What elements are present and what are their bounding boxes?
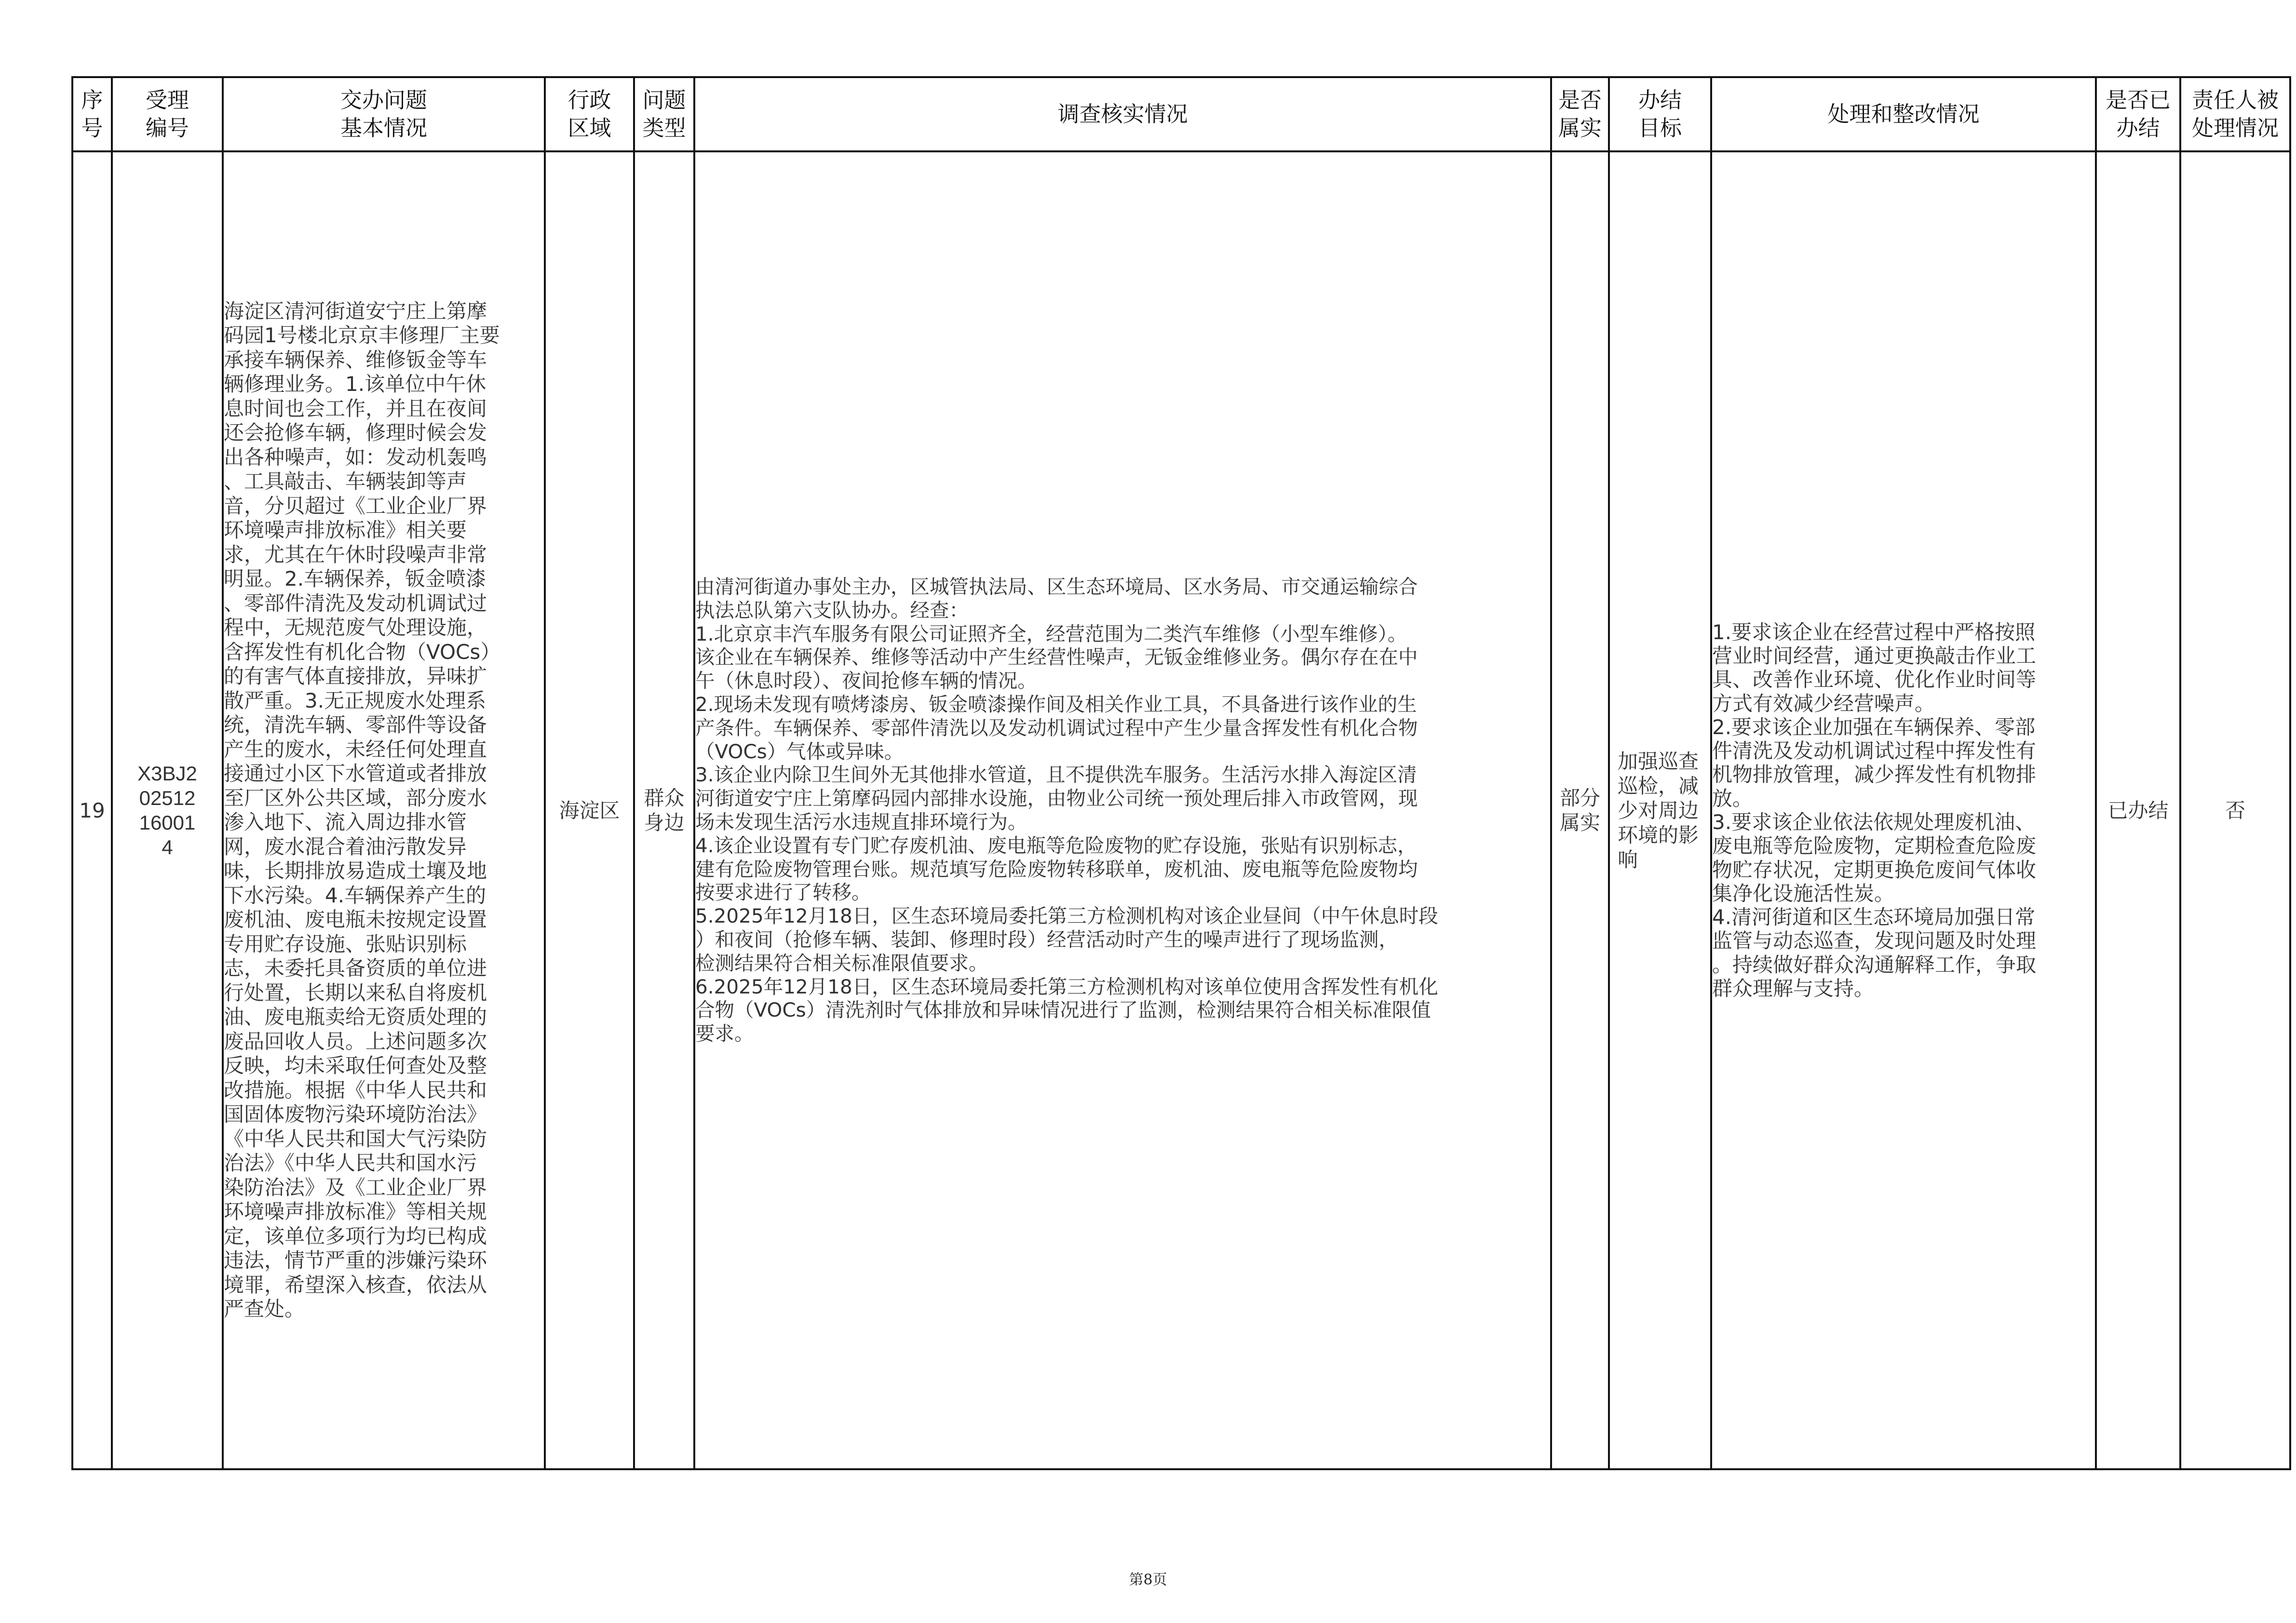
text-line: 6.2025年12月18日，区生态环境局委托第三方检测机构对该单位使用含挥发性有机化 [695, 975, 1438, 998]
text-line: 是否已 [2105, 87, 2171, 113]
text-line: 2.现场未发现有喷烤漆房、钣金喷漆操作间及相关作业工具，不具备进行该作业的生 [695, 693, 1417, 716]
text-line: 产条件。车辆保养、零部件清洗以及发动机调试过程中产生少量含挥发性有机化合物 [695, 716, 1418, 739]
text-line: 营业时间经营，通过更换敲击作业工 [1712, 644, 2037, 668]
text-line: 违法，情节严重的涉嫌污染环 [224, 1248, 487, 1272]
text-line: 音，分贝超过《工业企业厂界 [224, 494, 487, 518]
text-line: 是否 [1558, 87, 1602, 113]
text-line: 废品回收人员。上述问题多次 [224, 1029, 487, 1053]
text-line: 集净化设施活性炭。 [1712, 881, 1895, 905]
text-line: ）和夜间（抢修车辆、装卸、修理时段）经营活动时产生的噪声进行了现场监测， [695, 927, 1398, 951]
text-line: 、工具敲击、车辆装卸等声 [224, 469, 467, 493]
cell-issue [223, 151, 545, 1469]
text-line: 环境噪声排放标准》等相关规 [224, 1200, 487, 1223]
text-line: 反映，均未采取任何查处及整 [224, 1054, 487, 1077]
text-line: 群众 [644, 786, 685, 810]
text-line: 机物排放管理，减少挥发性有机物排 [1712, 763, 2037, 787]
text-line: 方式有效减少经营噪声。 [1712, 691, 1935, 715]
text-line: 办结 [2116, 115, 2160, 141]
cell-issue-type [634, 151, 694, 1469]
text-line: 要求。 [695, 1022, 754, 1046]
text-line: 接通过小区下水管道或者排放 [224, 762, 487, 785]
text-line: 息时间也会工作，并且在夜间 [224, 396, 487, 420]
text-line: 基本情况 [340, 115, 427, 141]
text-line: 编号 [145, 115, 189, 141]
text-line: 1.北京京丰汽车服务有限公司证照齐全，经营范围为二类汽车维修（小型车维修）。 [695, 622, 1407, 645]
cell-acceptance-id [112, 151, 223, 1469]
text-line: 责任人被 [2191, 87, 2279, 113]
text-line: 受理 [145, 87, 189, 113]
text-line: 网，废水混合着油污散发异 [224, 834, 467, 858]
cell-accountability: 否 [2180, 151, 2290, 1469]
text-line: 响 [1618, 847, 1638, 872]
text-line: 问题 [642, 87, 686, 113]
header-seq [72, 77, 112, 151]
text-line: 治法》《中华人民共和国水污 [224, 1151, 477, 1175]
header-issue-type [634, 77, 694, 151]
text-line: 办结 [1638, 87, 1682, 113]
cell-investigation [694, 151, 1551, 1469]
text-line: 。持续做好群众沟通解释工作，争取 [1712, 952, 2037, 977]
cell-verified [1551, 151, 1609, 1469]
text-line: 建有危险废物管理台账。规范填写危险废物转移联单，废机油、废电瓶等危险废物均 [695, 857, 1418, 881]
text-line: 下水污染。4.车辆保养产生的 [224, 883, 486, 907]
text-line: 件清洗及发动机调试过程中挥发性有 [1712, 739, 2037, 763]
text-line: 明显。2.车辆保养，钣金喷漆 [224, 567, 486, 590]
text-line: 行处置，长期以来私自将废机 [224, 980, 487, 1005]
text-line: 2.要求该企业加强在车辆保养、零部 [1712, 715, 2036, 739]
header-acceptance-id [112, 77, 223, 151]
text-line: 按要求进行了转移。 [695, 881, 871, 904]
header-closed [2096, 77, 2180, 151]
text-line: 河街道安宁庄上第摩码园内部排水设施，由物业公司统一预处理后排入市政管网，现 [695, 787, 1418, 810]
text-line: 由清河街道办事处主办，区城管执法局、区生态环境局、区水务局、市交通运输综合 [695, 575, 1418, 599]
text-line: 志，未委托具备资质的单位进 [224, 956, 487, 980]
header-accountability [2180, 77, 2290, 151]
text-line: 部分 [1559, 786, 1600, 810]
text-line: 物贮存状况，定期更换危废间气体收 [1712, 858, 2037, 882]
text-line: X3BJ2 [137, 762, 197, 785]
text-line: 1.要求该企业在经营过程中严格按照 [1712, 620, 2036, 644]
cell-region: 海淀区 [545, 151, 634, 1469]
header-region [545, 77, 634, 151]
text-line: 序 [81, 87, 103, 113]
text-line: 环境噪声排放标准》相关要 [224, 518, 467, 542]
text-line: 求，尤其在午休时段噪声非常 [224, 542, 487, 566]
text-line: 码园1号楼北京京丰修理厂主要 [224, 323, 500, 347]
text-line: 油、废电瓶卖给无资质处理的 [224, 1005, 487, 1029]
text-line: 属实 [1559, 811, 1600, 834]
header-verified [1551, 77, 1609, 151]
text-line: 处理和整改情况 [1827, 101, 1980, 127]
text-line: 行政 [567, 87, 611, 113]
text-line: 还会抢修车辆，修理时候会发 [224, 421, 487, 444]
text-line: 少对周边 [1618, 798, 1699, 822]
text-line: 检测结果符合相关标准限值要求。 [695, 951, 988, 975]
text-line: 区域 [567, 115, 611, 141]
text-line: 巡检，减 [1618, 774, 1699, 798]
cell-goal [1609, 151, 1711, 1469]
text-line: 类型 [642, 115, 686, 141]
text-line: 身边 [644, 811, 685, 834]
text-line: 4 [162, 836, 173, 858]
header-issue [223, 77, 545, 151]
text-line: 统，清洗车辆、零部件等设备 [224, 713, 487, 737]
header-handling [1711, 77, 2096, 151]
text-line: 该企业在车辆保养、维修等活动中产生经营性噪声，无钣金维修业务。偶尔存在在中 [695, 645, 1418, 669]
text-line: 至厂区外公共区域，部分废水 [224, 786, 487, 810]
text-line: 染防治法》及《工业企业厂界 [224, 1175, 487, 1199]
text-line: 含挥发性有机化合物（VOCs） [224, 640, 501, 664]
supervision-table [71, 76, 2291, 1470]
text-line: 3.该企业内除卫生间外无其他排水管道，且不提供洗车服务。生活污水排入海淀区清 [695, 763, 1417, 787]
text-line: 交办问题 [340, 87, 427, 113]
text-line: 场未发现生活污水违规直排环境行为。 [695, 810, 1027, 833]
text-line: 味，长期排放易造成土壤及地 [224, 859, 487, 883]
cell-closed: 已办结 [2096, 151, 2180, 1469]
text-line: 加强巡查 [1618, 749, 1699, 773]
text-line: 监管与动态巡查，发现问题及时处理 [1712, 929, 2037, 953]
cell-seq: 19 [72, 151, 112, 1469]
text-line: 属实 [1558, 115, 1602, 141]
text-line: 废电瓶等危险废物，定期检查危险废 [1712, 834, 2037, 858]
text-line: 国固体废物污染环境防治法》 [224, 1102, 487, 1126]
text-line: 产生的废水，未经任何处理直 [224, 737, 487, 761]
cell-handling [1711, 151, 2096, 1469]
text-line: 放。 [1712, 786, 1753, 810]
header-goal [1609, 77, 1711, 151]
text-line: 承接车辆保养、维修钣金等车 [224, 348, 487, 372]
text-line: （VOCs）气体或异味。 [695, 739, 904, 763]
text-line: 处理情况 [2191, 115, 2279, 141]
text-line: 目标 [1638, 115, 1682, 141]
text-line: 渗入地下、流入周边排水管 [224, 810, 467, 834]
text-line: 4.该企业设置有专门贮存废机油、废电瓶等危险废物的贮存设施，张贴有识别标志， [695, 833, 1417, 857]
header-investigation [694, 77, 1551, 151]
text-line: 程中，无规范废气处理设施， [224, 616, 487, 639]
text-line: 群众理解与支持。 [1712, 977, 1875, 1001]
text-line: 调查核实情况 [1057, 101, 1188, 127]
text-line: 16001 [139, 811, 196, 834]
text-line: 的有害气体直接排放，异味扩 [224, 664, 487, 688]
text-line: 5.2025年12月18日，区生态环境局委托第三方检测机构对该企业昼间（中午休息时段 [695, 904, 1438, 928]
text-line: 环境的影 [1618, 823, 1699, 847]
text-line: 辆修理业务。1.该单位中午休 [224, 372, 486, 396]
text-line: 3.要求该企业依法依规处理废机油、 [1712, 810, 2036, 834]
text-line: 定，该单位多项行为均已构成 [224, 1224, 487, 1248]
page-number: 第8页 [1129, 1571, 1167, 1588]
text-line: 出各种噪声，如：发动机轰鸣 [224, 445, 487, 469]
text-line: 号 [81, 115, 103, 141]
text-line: 海淀区清河街道安宁庄上第摩 [224, 299, 487, 323]
table-row [72, 151, 2290, 1469]
text-line: 严查处。 [224, 1297, 305, 1321]
text-line: 改措施。根据《中华人民共和 [224, 1078, 487, 1102]
text-line: 专用贮存设施、张贴识别标 [224, 932, 467, 956]
text-line: 散严重。3.无正规废水处理系 [224, 688, 486, 712]
text-line: 4.清河街道和区生态环境局加强日常 [1712, 905, 2036, 929]
text-line: 执法总队第六支队协办。经查： [695, 598, 969, 622]
text-line: 境罪，希望深入核查，依法从 [224, 1273, 487, 1297]
header-row [72, 77, 2290, 151]
text-line: 午（休息时段）、夜间抢修车辆的情况。 [695, 669, 1037, 693]
text-line: 、零部件清洗及发动机调试过 [224, 591, 487, 615]
text-line: 《中华人民共和国大气污染防 [224, 1127, 487, 1151]
text-line: 02512 [139, 787, 196, 809]
text-line: 合物（VOCs）清洗剂时气体排放和异味情况进行了监测，检测结果符合相关标准限值 [695, 998, 1431, 1022]
text-line: 废机油、废电瓶未按规定设置 [224, 908, 487, 931]
text-line: 具、改善作业环境、优化作业时间等 [1712, 668, 2037, 692]
